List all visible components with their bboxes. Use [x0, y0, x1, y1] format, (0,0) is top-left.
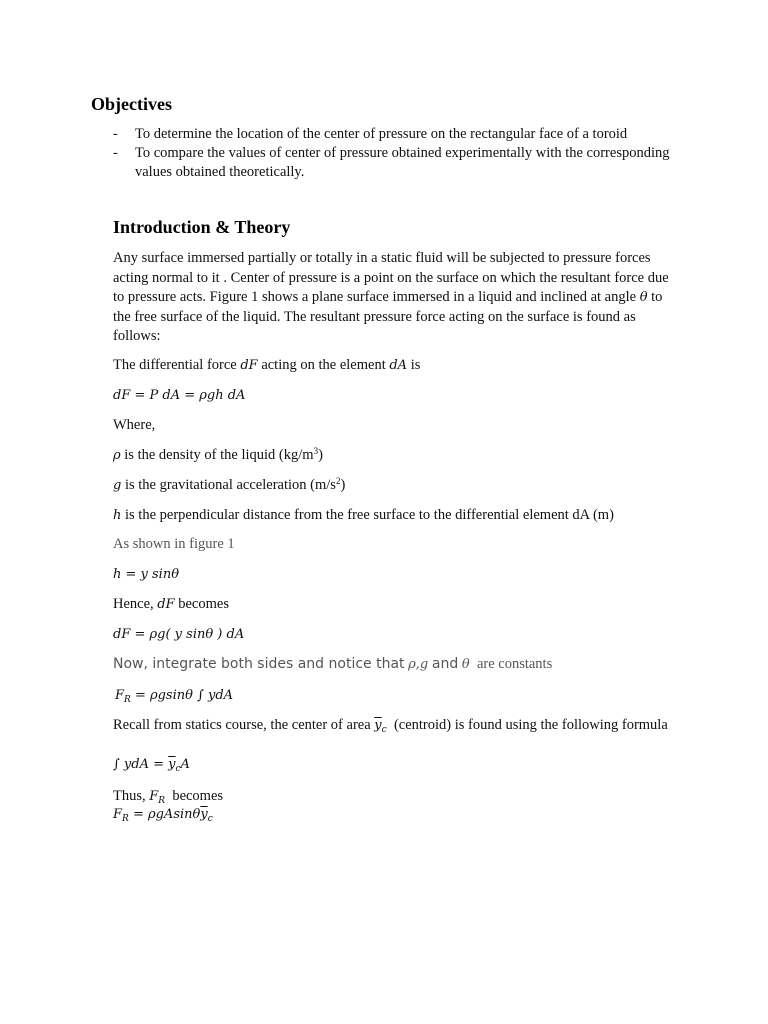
y-bar-symbol: $\overline{y}$: [200, 807, 208, 822]
text: ): [340, 477, 346, 493]
theta-symbol: θ: [639, 290, 648, 305]
g-symbol: g: [113, 478, 122, 493]
subscript: R: [158, 796, 166, 806]
where-label: Where,: [113, 417, 156, 433]
subscript: c: [175, 764, 181, 774]
hence-line: [113, 595, 229, 614]
equation-FR-integral: [115, 687, 233, 709]
recall-paragraph: [113, 716, 678, 741]
equation-h: h = y sinθ: [113, 567, 180, 582]
y-bar-symbol: $\overline{y}$: [168, 757, 176, 772]
subscript: R: [124, 695, 131, 705]
rho-symbol: ρ: [113, 448, 121, 463]
g-definition: [113, 476, 345, 495]
theta-symbol: θ: [461, 657, 470, 672]
dF-symbol: dF: [157, 597, 175, 612]
text: are constants: [476, 656, 553, 672]
F-symbol: F: [113, 807, 123, 822]
text: Hence,: [113, 596, 154, 612]
text: Recall from statics course, the center of area: [113, 717, 371, 733]
text: Now, integrate both sides and notice that: [113, 656, 405, 672]
rho-definition: [113, 446, 323, 465]
objectives-heading: Objectives: [91, 94, 172, 114]
equation-centroid: [113, 756, 190, 778]
equation-rhs: = ρgsinθ ∫ ydA: [130, 688, 234, 703]
intro-paragraph-pre: Any surface immersed partially or totally in a static fluid will be subjected to pressure forces acting normal to it . Center of pressure is a point on the surface on which the resultant force due to pressure acts. Figure 1 shows a plane surface immersed in a liquid and inclined at angle: [113, 250, 669, 305]
text: becomes: [178, 596, 229, 612]
F-symbol: F: [115, 688, 125, 703]
objective-text: To determine the location of the center of pressure on the rectangular face of a toroid: [135, 126, 628, 142]
intro-paragraph: [113, 249, 678, 347]
F-symbol: F: [149, 789, 159, 804]
text: (centroid) is found using the following formula: [393, 717, 668, 733]
text: and: [431, 656, 459, 672]
equation-rhs: = ρgAsinθ: [128, 807, 201, 822]
dF-symbol: dF: [240, 358, 258, 373]
text: is the perpendicular distance from the free surface to the differential element dA (m): [125, 507, 614, 523]
objective-text: To compare the values of center of pressure obtained experimentally with the corresponding values obtained theoretically.: [135, 145, 670, 180]
rho-g-symbols: ρ,g: [408, 657, 429, 672]
text: acting on the element: [261, 357, 386, 373]
superscript: 3: [313, 446, 319, 456]
y-bar-symbol: $\overline{y}$: [374, 718, 382, 733]
A-symbol: A: [180, 757, 190, 772]
as-shown-line: As shown in figure 1: [113, 536, 235, 552]
h-definition: [113, 506, 614, 525]
text: is the gravitational acceleration (m/s: [124, 477, 336, 493]
equation-dF: dF = P dA = ρgh dA: [113, 388, 246, 403]
superscript: 2: [335, 476, 341, 486]
objective-item: [113, 125, 673, 144]
equation-FR-final: [113, 806, 213, 828]
differential-force-line: [113, 356, 420, 375]
subscript: c: [381, 725, 387, 735]
bullet-dash: -: [113, 126, 118, 142]
text: is the density of the liquid (kg/m: [124, 447, 314, 463]
text: becomes: [172, 788, 224, 804]
text: The differential force: [113, 357, 237, 373]
objective-item: [113, 144, 673, 182]
subscript: c: [207, 814, 213, 824]
dA-symbol: dA: [389, 358, 408, 373]
h-symbol: h: [113, 508, 122, 523]
text: ): [318, 447, 323, 463]
bullet-dash: -: [113, 145, 118, 161]
text: Thus,: [113, 788, 146, 804]
text: is: [410, 357, 421, 373]
intro-heading: Introduction & Theory: [113, 217, 291, 237]
objectives-list: [113, 125, 673, 182]
subscript: R: [122, 814, 129, 824]
equation-dF-expanded: dF = ρg( y sinθ ) dA: [113, 627, 245, 642]
equation-lhs: ∫ ydA =: [113, 757, 169, 772]
integrate-line: [113, 655, 552, 674]
intro-paragraph-post: to the free surface of the liquid. The resultant pressure force acting on the surface is found as follows:: [113, 289, 663, 344]
